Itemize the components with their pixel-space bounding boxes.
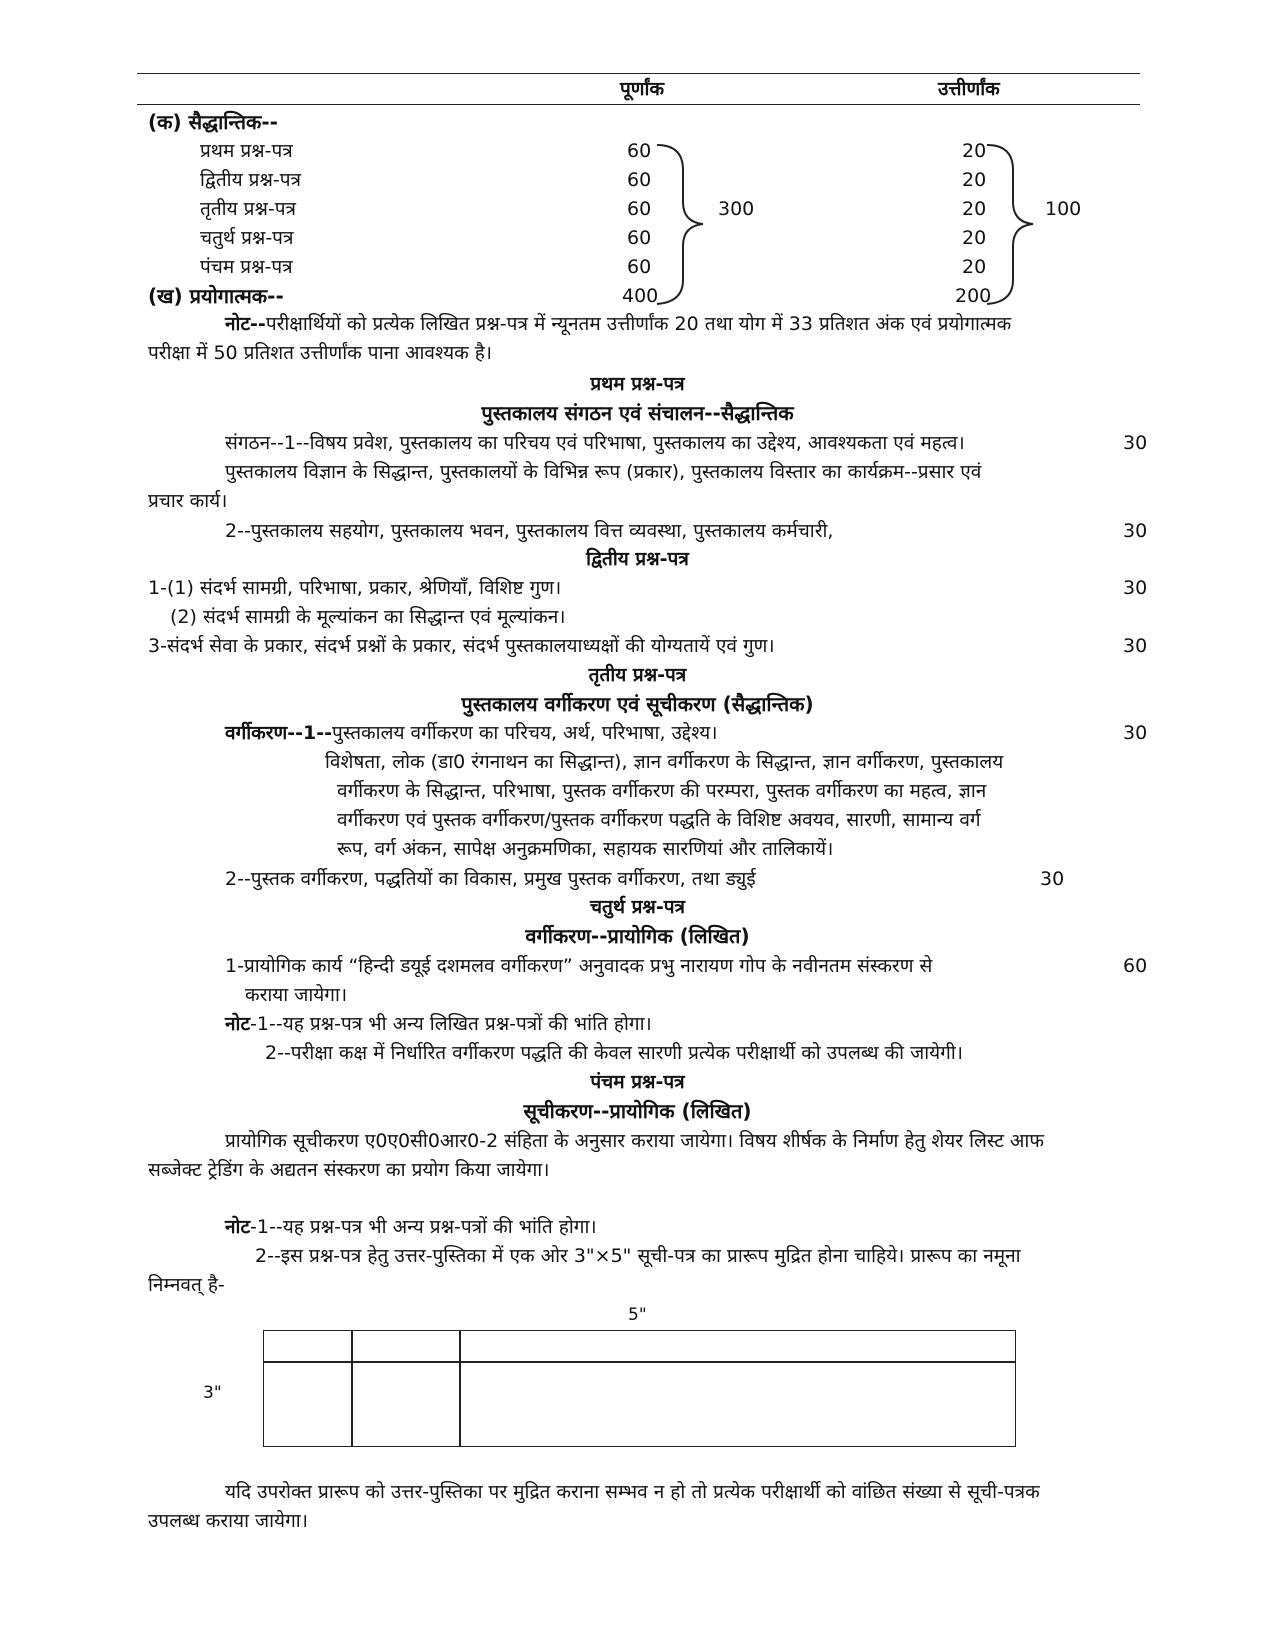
paper1-line1: संगठन--1--विषय प्रवेश, पुस्तकालय का परिचय एवं परिभाषा, पुस्तकालय का उद्देश्य, आवश्यकता एवं महत्व। xyxy=(225,432,965,454)
catalogue-card-sample xyxy=(263,1330,1016,1447)
total-max: 300 xyxy=(718,198,755,220)
paper-name: प्रथम प्रश्न-पत्र xyxy=(200,140,293,162)
paper4-line2: कराया जायेगा। xyxy=(245,984,348,1006)
paper3-para-l3: वर्गीकरण एवं पुस्तक वर्गीकरण/पुस्तक वर्गीकरण पद्धति के विशिष्ट अवयव, सारणी, सामान्य वर्ग xyxy=(337,809,981,831)
paper5-note2: 2--इस प्रश्न-पत्र हेतु उत्तर-पुस्तिका में एक ओर 3"×5" सूची-पत्र का प्रारूप मुद्रित होना चाहिये। प्रारूप का नमूना xyxy=(255,1245,1021,1267)
note-line-2: परीक्षा में 50 प्रतिशत उत्तीर्णांक पाना आवश्यक है। xyxy=(148,342,493,364)
paper1-subtitle: पुस्तकालय संगठन एवं संचालन--सैद्धान्तिक xyxy=(481,401,794,425)
paper4-note2: 2--परीक्षा कक्ष में निर्धारित वर्गीकरण पद्धति की केवल सारणी प्रत्येक परीक्षार्थी को उपलब्ध की जायेगी। xyxy=(265,1042,963,1064)
pass-marks-heading: उत्तीर्णांक xyxy=(938,78,1000,100)
paper2-line2: (2) संदर्भ सामग्री के मूल्यांकन का सिद्धान्त एवं मूल्यांकन। xyxy=(170,606,566,628)
paper5-note1 xyxy=(225,1214,597,1240)
paper1-line2: पुस्तकालय विज्ञान के सिद्धान्त, पुस्तकालयों के विभिन्न रूप (प्रकार), पुस्तकालय विस्तार का कार्यक्रम--प्रसार एवं xyxy=(225,461,982,483)
paper4-line1-marks: 60 xyxy=(1123,955,1148,977)
paper3-line2: 2--पुस्तक वर्गीकरण, पद्धतियों का विकास, प्रमुख पुस्तक वर्गीकरण, तथा ड्युई xyxy=(225,868,756,890)
paper4-subtitle: वर्गीकरण--प्रायोगिक (लिखित) xyxy=(525,924,750,948)
paper1-title: प्रथम प्रश्न-पत्र xyxy=(590,373,685,395)
paper5-note1-text: -1--यह प्रश्न-पत्र भी अन्य प्रश्न-पत्रों की भांति होगा। xyxy=(250,1216,597,1238)
paper3-line2-marks: 30 xyxy=(1040,868,1065,890)
paper4-line1: 1-प्रायोगिक कार्य “हिन्दी डयूई दशमलव वर्गीकरण” अनुवादक प्रभु नारायण गोप के नवीनतम संस्करण से xyxy=(225,955,933,977)
max-marks-brace xyxy=(655,140,715,310)
practical-pass: 200 xyxy=(955,285,992,307)
paper-pass: 20 xyxy=(962,169,987,191)
paper1-line3: प्रचार कार्य। xyxy=(148,490,228,512)
paper3-line1 xyxy=(225,720,717,746)
paper2-title: द्वितीय प्रश्न-पत्र xyxy=(586,548,689,570)
final-line2: उपलब्ध कराया जायेगा। xyxy=(148,1510,308,1532)
paper2-line1: 1-(1) संदर्भ सामग्री, परिभाषा, प्रकार, श्रेणियाँ, विशिष्ट गुण। xyxy=(148,577,562,599)
paper-pass: 20 xyxy=(962,198,987,220)
paper3-subtitle: पुस्तकालय वर्गीकरण एवं सूचीकरण (सैद्धान्तिक) xyxy=(461,692,814,716)
paper1-line1-marks: 30 xyxy=(1123,432,1148,454)
paper5-title: पंचम प्रश्न-पत्र xyxy=(590,1071,685,1093)
card-width-label: 5" xyxy=(628,1305,647,1325)
paper2-line3-marks: 30 xyxy=(1123,635,1148,657)
paper3-para-l2: वर्गीकरण के सिद्धान्त, परिभाषा, पुस्तक वर्गीकरण की परम्परा, पुस्तक वर्गीकरण का महत्व, ज्ञान xyxy=(337,780,987,802)
paper-max: 60 xyxy=(627,169,652,191)
paper5-line1: प्रायोगिक सूचीकरण ए0ए0सी0आर0-2 संहिता के अनुसार कराया जायेगा। विषय शीर्षक के निर्माण हेतु शेयर लिस्ट आफ xyxy=(225,1130,1044,1152)
note-label: नोट--परीक्षार्थियों को प्रत्येक लिखित प्रश्न-पत्र में न्यूनतम उत्तीर्णांक 20 तथा योग में 33 प्रतिशत अंक एवं प्रयोगात्मक xyxy=(225,313,1012,335)
total-pass: 100 xyxy=(1045,198,1082,220)
classification-label: वर्गीकरण--1-- xyxy=(225,722,333,744)
paper-max: 60 xyxy=(627,256,652,278)
header-top-rule xyxy=(137,73,1140,74)
note-line-1 xyxy=(225,311,1130,337)
paper-max: 60 xyxy=(627,140,652,162)
paper2-line1-marks: 30 xyxy=(1123,577,1148,599)
card-column-divider xyxy=(351,1331,353,1446)
paper5-note2b: निम्नवत् है- xyxy=(148,1274,225,1296)
paper3-para-l1: विशेषता, लोक (डा0 रंगनाथन का सिद्धान्त), ज्ञान वर्गीकरण के सिद्धान्त, ज्ञान वर्गीकरण, पुस्तकालय xyxy=(325,751,1004,773)
note-label: नोट xyxy=(225,1216,251,1238)
practical-max: 400 xyxy=(622,285,659,307)
card-column-divider xyxy=(459,1331,461,1446)
paper-max: 60 xyxy=(627,227,652,249)
practical-label: (ख) प्रयोगात्मक-- xyxy=(148,284,284,308)
paper4-note1 xyxy=(225,1011,652,1037)
paper4-note1-text: -1--यह प्रश्न-पत्र भी अन्य लिखित प्रश्न-पत्रों की भांति होगा। xyxy=(250,1013,652,1035)
paper3-line1-marks: 30 xyxy=(1123,722,1148,744)
paper-max: 60 xyxy=(627,198,652,220)
paper3-para-l4: रूप, वर्ग अंकन, सापेक्ष अनुक्रमणिका, सहायक सारणियां और तालिकायें। xyxy=(337,838,834,860)
note-label: नोट xyxy=(225,1013,251,1035)
paper1-line4: 2--पुस्तकालय सहयोग, पुस्तकालय भवन, पुस्तकालय वित्त व्यवस्था, पुस्तकालय कर्मचारी, xyxy=(225,520,834,542)
paper1-line4-marks: 30 xyxy=(1123,520,1148,542)
paper-name: चतुर्थ प्रश्न-पत्र xyxy=(200,227,294,249)
paper-name: तृतीय प्रश्न-पत्र xyxy=(200,198,297,220)
theory-label: (क) सैद्धान्तिक-- xyxy=(148,110,278,134)
final-line1: यदि उपरोक्त प्रारूप को उत्तर-पुस्तिका पर मुद्रित कराना सम्भव न हो तो प्रत्येक परीक्षार्थी को वांछित संख्या से सूची-पत्रक xyxy=(225,1481,1040,1503)
paper5-subtitle: सूचीकरण--प्रायोगिक (लिखित) xyxy=(523,1099,752,1123)
card-height-label: 3" xyxy=(203,1383,222,1403)
paper4-title: चतुर्थ प्रश्न-पत्र xyxy=(589,896,686,918)
paper3-line1-text: पुस्तकालय वर्गीकरण का परिचय, अर्थ, परिभाषा, उद्देश्य। xyxy=(332,722,718,744)
paper2-line3: 3-संदर्भ सेवा के प्रकार, संदर्भ प्रश्नों के प्रकार, संदर्भ पुस्तकालयाध्यक्षों की योग्यतायें एवं गुण। xyxy=(148,635,775,657)
paper-name: द्वितीय प्रश्न-पत्र xyxy=(200,169,302,191)
paper3-title: तृतीय प्रश्न-पत्र xyxy=(588,664,687,686)
header-bottom-rule xyxy=(137,104,1140,105)
paper-pass: 20 xyxy=(962,256,987,278)
pass-marks-brace xyxy=(985,140,1045,310)
paper-pass: 20 xyxy=(962,227,987,249)
max-marks-heading: पूर्णांक xyxy=(620,78,665,100)
paper-name: पंचम प्रश्न-पत्र xyxy=(200,256,293,278)
paper-pass: 20 xyxy=(962,140,987,162)
card-top-divider xyxy=(264,1361,1015,1363)
paper5-line2: सब्जेक्ट ट्रेडिंग के अद्यतन संस्करण का प्रयोग किया जायेगा। xyxy=(148,1159,550,1181)
